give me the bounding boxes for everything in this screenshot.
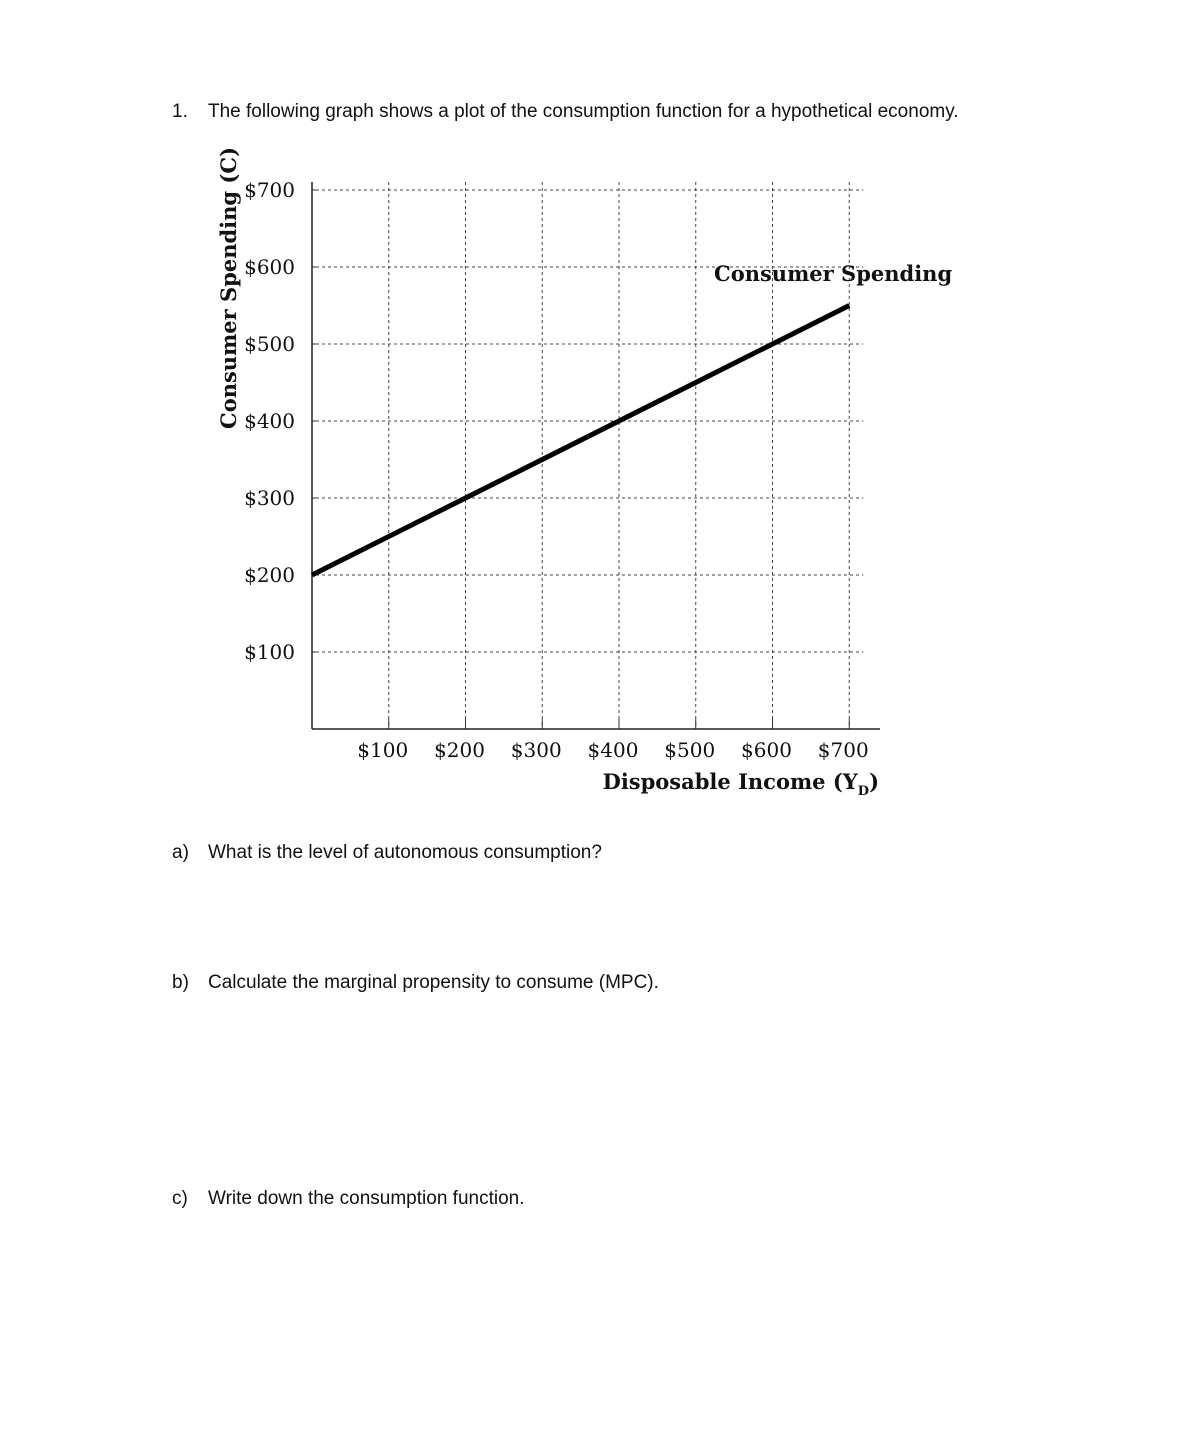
question-b-text: Calculate the marginal propensity to consume (MPC). [208,972,659,993]
x-tick-label-600: $600 [741,738,792,762]
question-a [172,841,602,865]
y-tick-label-200: $200 [244,563,295,587]
question-a-number: a) [172,842,189,863]
y-tick-label-300: $300 [244,486,295,510]
x-tick-label-400: $400 [587,738,639,762]
question-1-number: 1. [172,101,188,122]
y-tick-label-100: $100 [244,640,295,664]
y-tick-label-400: $400 [244,409,295,433]
x-tick-label-300: $300 [510,738,562,762]
question-b [172,971,659,995]
question-c-text: Write down the consumption function. [208,1188,525,1209]
series-line-consumer-spending [312,306,849,576]
y-tick-label-500: $500 [244,332,295,356]
y-tick-label-700: $700 [244,178,295,202]
y-tick-label-600: $600 [244,255,295,279]
x-axis-label: Disposable Income $(Y_D)$ [602,769,879,799]
series-label-consumer-spending: Consumer Spending [714,261,953,286]
x-tick-label-200: $200 [434,738,485,762]
question-c-number: c) [172,1188,188,1209]
y-axis-label: Consumer Spending (C) [216,146,241,430]
question-a-text: What is the level of autonomous consumption? [208,842,602,863]
question-c [172,1187,525,1211]
chart-series [312,306,849,576]
question-b-number: b) [172,972,189,993]
x-tick-label-500: $500 [664,738,716,762]
x-tick-label-100: $100 [357,738,409,762]
question-1-text: The following graph shows a plot of the consumption function for a hypothetical economy. [208,101,959,122]
x-tick-label-700: $700 [817,738,869,762]
